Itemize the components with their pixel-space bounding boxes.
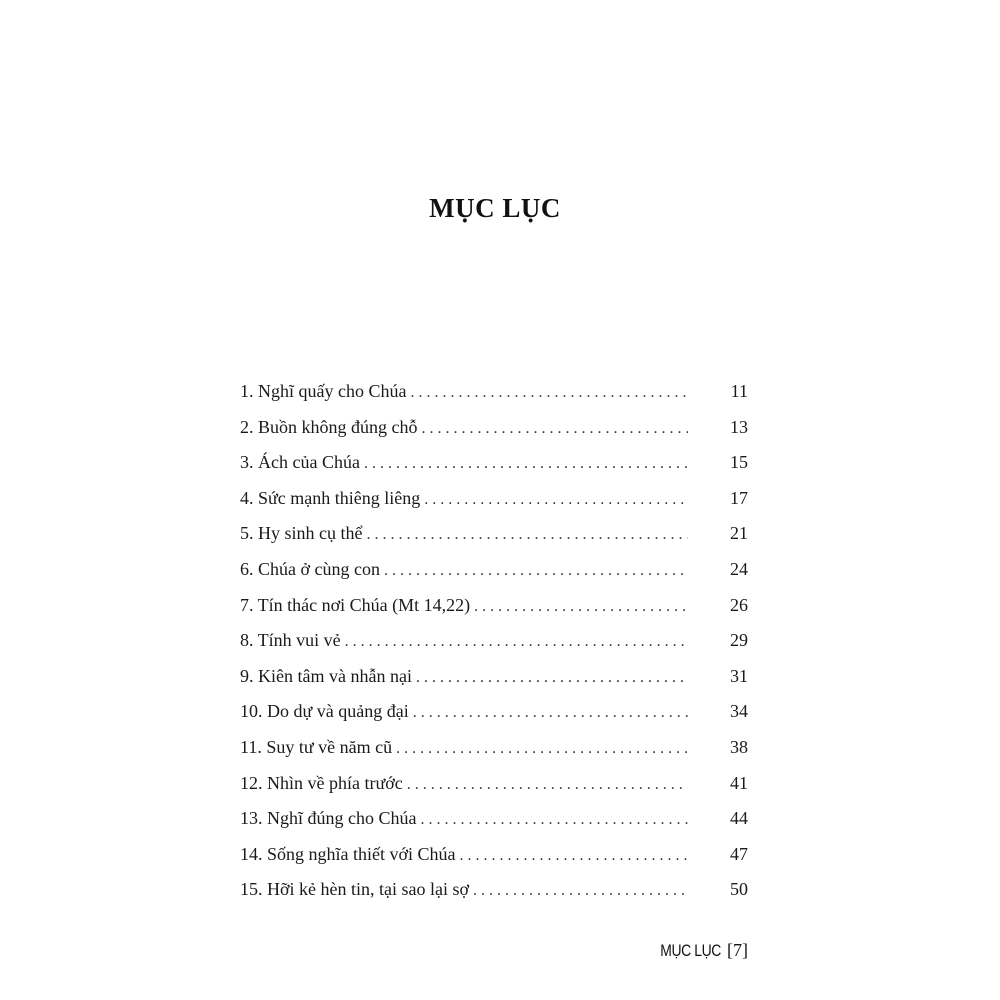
toc-entry-page: 38	[730, 736, 748, 757]
dot-leader	[424, 482, 688, 518]
toc-entry-title: 4. Sức mạnh thiêng liêng	[240, 487, 421, 508]
toc-entry-title: 2. Buồn không đúng chỗ	[240, 416, 418, 437]
dot-leader	[396, 731, 688, 767]
page-footer	[647, 940, 748, 961]
toc-entry-page: 29	[730, 630, 748, 651]
dot-leader	[413, 695, 688, 731]
toc-entry[interactable]	[240, 837, 748, 873]
toc-entry-page: 13	[730, 416, 748, 437]
toc-entry[interactable]	[240, 445, 748, 481]
toc-entry-title: 3. Ách của Chúa	[240, 452, 360, 473]
table-of-contents	[240, 374, 748, 908]
toc-entry-title: 8. Tính vui vẻ	[240, 630, 341, 651]
toc-entry-title: 13. Nghĩ đúng cho Chúa	[240, 808, 417, 829]
toc-entry-title: 7. Tín thác nơi Chúa (Mt 14,22)	[240, 594, 471, 615]
dot-leader	[407, 767, 688, 803]
toc-entry-title: 14. Sống nghĩa thiết với Chúa	[240, 843, 456, 864]
toc-entry-page: 44	[730, 808, 748, 829]
dot-leader	[410, 375, 688, 411]
toc-entry[interactable]	[240, 374, 748, 410]
dot-leader	[364, 446, 688, 482]
dot-leader	[474, 589, 688, 625]
toc-entry-page: 41	[730, 772, 748, 793]
toc-entry[interactable]	[240, 623, 748, 659]
page-number: [7]	[727, 940, 748, 960]
dot-leader	[473, 873, 688, 909]
running-footer-label: MỤC LỤC	[659, 941, 721, 960]
toc-entry-title: 5. Hy sinh cụ thể	[240, 523, 363, 544]
toc-entry[interactable]	[240, 801, 748, 837]
dot-leader	[422, 411, 689, 447]
dot-leader	[345, 624, 688, 660]
dot-leader	[416, 660, 688, 696]
toc-entry-title: 10. Do dự và quảng đại	[240, 701, 409, 722]
toc-entry[interactable]	[240, 730, 748, 766]
toc-entry[interactable]	[240, 659, 748, 695]
toc-entry-page: 17	[730, 487, 748, 508]
toc-entry-title: 1. Nghĩ quấy cho Chúa	[240, 381, 407, 401]
dot-leader	[460, 838, 688, 874]
dot-leader	[420, 802, 688, 838]
toc-entry-page: 24	[730, 558, 748, 579]
dot-leader	[384, 553, 688, 589]
toc-entry-page: 47	[730, 843, 748, 864]
toc-entry-page: 11	[730, 381, 748, 401]
toc-entry-page: 50	[730, 879, 748, 900]
toc-entry[interactable]	[240, 694, 748, 730]
toc-entry[interactable]	[240, 872, 748, 908]
toc-entry[interactable]	[240, 410, 748, 446]
toc-entry-page: 21	[730, 523, 748, 544]
toc-entry-page: 31	[730, 665, 748, 686]
toc-entry[interactable]	[240, 588, 748, 624]
toc-entry-title: 12. Nhìn về phía trước	[240, 772, 403, 793]
dot-leader	[366, 517, 688, 553]
toc-entry-title: 9. Kiên tâm và nhẫn nại	[240, 665, 412, 686]
toc-entry[interactable]	[240, 481, 748, 517]
toc-entry[interactable]	[240, 516, 748, 552]
page-title: MỤC LỤC	[429, 193, 561, 223]
toc-entry-page: 34	[730, 701, 748, 722]
toc-entry[interactable]	[240, 552, 748, 588]
toc-entry-page: 26	[730, 594, 748, 615]
toc-entry-title: 11. Suy tư về năm cũ	[240, 736, 393, 757]
toc-entry-title: 6. Chúa ở cùng con	[240, 558, 380, 579]
toc-entry-title: 15. Hỡi kẻ hèn tin, tại sao lại sợ	[240, 879, 469, 900]
toc-entry-page: 15	[730, 452, 748, 473]
toc-entry[interactable]	[240, 766, 748, 802]
